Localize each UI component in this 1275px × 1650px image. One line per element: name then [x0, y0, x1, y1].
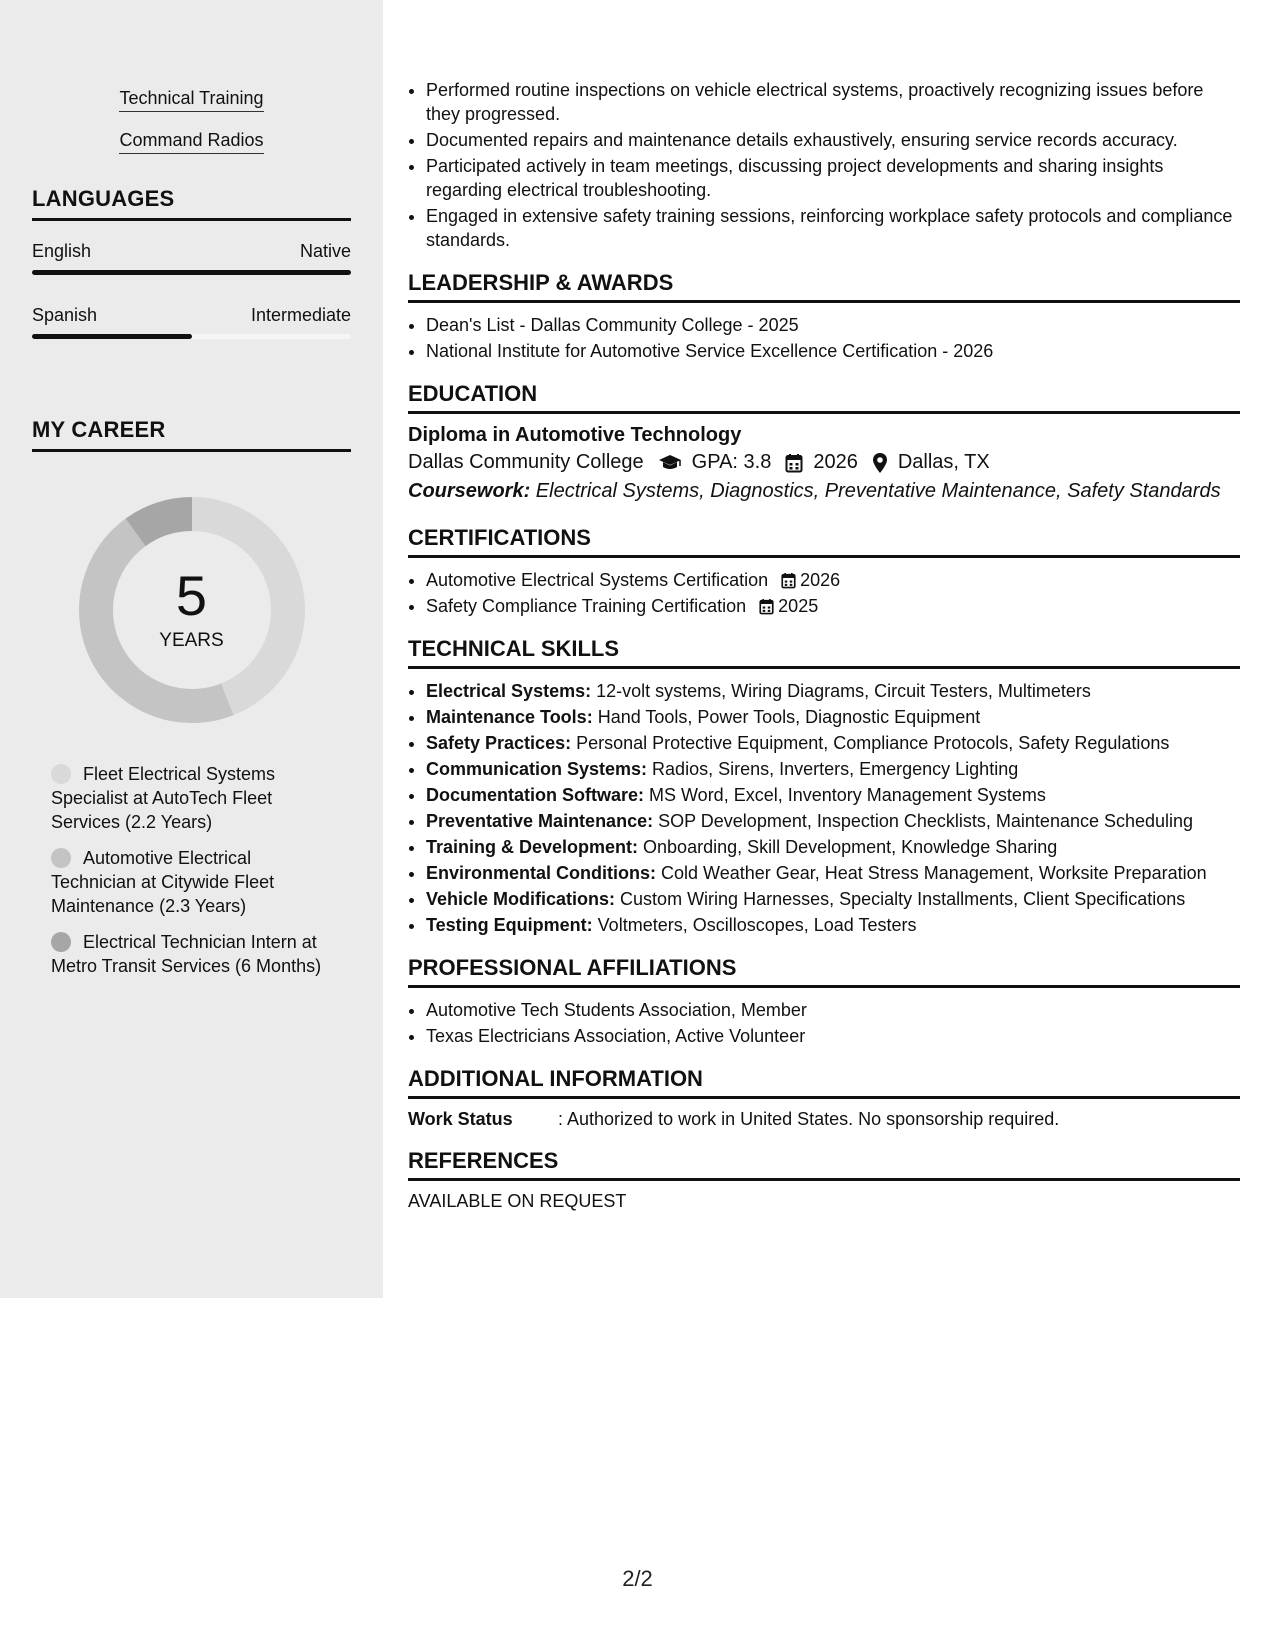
languages-heading: LANGUAGES: [32, 186, 351, 221]
language-name: Spanish: [32, 305, 98, 325]
leadership-item: • National Institute for Automotive Service Excellence Certification - 2026: [426, 339, 1240, 363]
technical-skills-heading: TECHNICAL SKILLS: [408, 636, 1240, 669]
education-school: Dallas Community College: [408, 451, 644, 473]
career-item-label: Fleet Electrical Systems Specialist at AutoTech Fleet Services (2.2 Years): [51, 764, 276, 832]
affiliation-item: • Texas Electricians Association, Active Volunteer: [426, 1024, 1240, 1048]
skill-values: Custom Wiring Harnesses, Specialty Installments, Client Specifications: [615, 889, 1186, 909]
certification-year: 2025: [778, 596, 819, 616]
skill-values: SOP Development, Inspection Checklists, Maintenance Scheduling: [653, 811, 1194, 831]
certifications-list: [408, 568, 1240, 618]
experience-bullet: • Documented repairs and maintenance details exhaustively, ensuring service records accuracy.: [426, 128, 1240, 152]
education-location: Dallas, TX: [897, 451, 990, 473]
career-item-label: Electrical Technician Intern at Metro Transit Services (6 Months): [51, 932, 322, 976]
certification-name: Safety Compliance Training Certification: [426, 596, 747, 616]
career-heading: MY CAREER: [32, 417, 351, 452]
skill-values: Voltmeters, Oscilloscopes, Load Testers: [592, 915, 917, 935]
page-number: 2/2: [622, 1566, 653, 1591]
leadership-item: • Dean's List - Dallas Community College - 2025: [426, 313, 1240, 337]
language-level: Intermediate: [250, 305, 351, 325]
career-legend-dot: [51, 932, 71, 952]
certification-year: 2026: [800, 570, 841, 590]
career-years-unit: YEARS: [159, 630, 224, 651]
skill-category: Testing Equipment:: [426, 915, 593, 935]
skill-values: Cold Weather Gear, Heat Stress Management, Worksite Preparation: [656, 863, 1207, 883]
career-legend-dot: [51, 848, 71, 868]
language-bar: [32, 270, 351, 275]
coursework-list: Electrical Systems, Diagnostics, Preventative Maintenance, Safety Standards: [530, 480, 1221, 502]
skill-category: Electrical Systems:: [426, 681, 592, 701]
career-item: [51, 762, 333, 834]
skill-values: Personal Protective Equipment, Compliance Protocols, Safety Regulations: [571, 733, 1170, 753]
language-bar: [32, 334, 351, 339]
education-gpa: GPA: 3.8: [691, 451, 772, 473]
leadership-heading: LEADERSHIP & AWARDS: [408, 270, 1240, 303]
career-donut: [72, 490, 312, 730]
experience-bullets: [408, 78, 1240, 252]
career-item: [51, 846, 333, 918]
skill-values: 12-volt systems, Wiring Diagrams, Circuit Testers, Multimeters: [591, 681, 1091, 701]
technical-skill-item: [426, 705, 1240, 729]
work-status-row: [408, 1109, 1240, 1130]
location-pin-icon: [872, 452, 888, 474]
affiliation-item: • Automotive Tech Students Association, Member: [426, 998, 1240, 1022]
technical-skill-item: [426, 783, 1240, 807]
skill-values: MS Word, Excel, Inventory Management Systems: [644, 785, 1046, 805]
skill-command-radios[interactable]: Command Radios: [119, 130, 263, 154]
career-years-number: 5: [175, 564, 208, 627]
technical-skill-item: [426, 861, 1240, 885]
skill-category: Preventative Maintenance:: [426, 811, 654, 831]
references-heading: REFERENCES: [408, 1148, 1240, 1181]
language-english: [0, 241, 383, 275]
language-bar-fill: [32, 334, 192, 339]
skill-technical-training[interactable]: Technical Training: [119, 88, 263, 112]
certification-item: [426, 594, 1240, 618]
skill-category: Training & Development:: [426, 837, 639, 857]
calendar-icon: [759, 598, 774, 615]
career-legend-dot: [51, 764, 71, 784]
education-heading: EDUCATION: [408, 381, 1240, 414]
experience-bullet: • Participated actively in team meetings, discussing project developments and sharing insights regarding electrical troubleshooting.: [426, 154, 1240, 202]
skill-category: Safety Practices:: [426, 733, 572, 753]
language-spanish: [0, 305, 383, 339]
language-bar-fill: [32, 270, 351, 275]
technical-skill-item: [426, 835, 1240, 859]
technical-skill-item: [426, 809, 1240, 833]
additional-info-heading: ADDITIONAL INFORMATION: [408, 1066, 1240, 1099]
sidebar: [0, 0, 383, 1298]
language-name: English: [32, 241, 92, 261]
certifications-heading: CERTIFICATIONS: [408, 525, 1240, 558]
main-content: [408, 78, 1240, 1212]
work-status-value: : Authorized to work in United States. No sponsorship required.: [558, 1109, 1060, 1129]
technical-skill-item: [426, 679, 1240, 703]
technical-skill-item: [426, 887, 1240, 911]
technical-skill-item: [426, 913, 1240, 937]
experience-bullet: • Engaged in extensive safety training sessions, reinforcing workplace safety protocols and compliance standards.: [426, 204, 1240, 252]
technical-skills-list: [408, 679, 1240, 937]
career-item-label: Automotive Electrical Technician at Citywide Fleet Maintenance (2.3 Years): [51, 848, 275, 916]
language-level: Native: [299, 241, 351, 261]
education-coursework: [408, 480, 1240, 503]
skill-category: Environmental Conditions:: [426, 863, 657, 883]
career-item: [51, 930, 333, 978]
certification-item: [426, 568, 1240, 592]
affiliations-heading: PROFESSIONAL AFFILIATIONS: [408, 955, 1240, 988]
technical-skill-item: [426, 757, 1240, 781]
work-status-label: Work Status: [408, 1109, 513, 1129]
skill-category: Vehicle Modifications:: [426, 889, 616, 909]
skill-category: Maintenance Tools:: [426, 707, 593, 727]
skill-category: Documentation Software:: [426, 785, 645, 805]
graduation-cap-icon: [658, 454, 682, 472]
calendar-icon: [781, 572, 796, 589]
skill-values: Hand Tools, Power Tools, Diagnostic Equipment: [592, 707, 981, 727]
references-text: AVAILABLE ON REQUEST: [408, 1191, 627, 1211]
sidebar-skills: [0, 0, 383, 154]
career-donut-center: [72, 490, 312, 730]
education-degree: Diploma in Automotive Technology: [408, 424, 742, 446]
technical-skill-item: [426, 731, 1240, 755]
coursework-label: Coursework:: [408, 480, 531, 502]
skill-category: Communication Systems:: [426, 759, 648, 779]
certification-name: Automotive Electrical Systems Certification: [426, 570, 769, 590]
education-year: 2026: [813, 451, 858, 473]
career-list: [0, 762, 383, 978]
affiliations-list: [408, 998, 1240, 1048]
skill-values: Onboarding, Skill Development, Knowledge Sharing: [638, 837, 1058, 857]
calendar-icon: [785, 453, 803, 473]
education-details: [408, 451, 1240, 474]
skill-values: Radios, Sirens, Inverters, Emergency Lighting: [647, 759, 1019, 779]
experience-bullet: • Performed routine inspections on vehicle electrical systems, proactively recognizing issues before they progressed.: [426, 78, 1240, 126]
leadership-list: [408, 313, 1240, 363]
